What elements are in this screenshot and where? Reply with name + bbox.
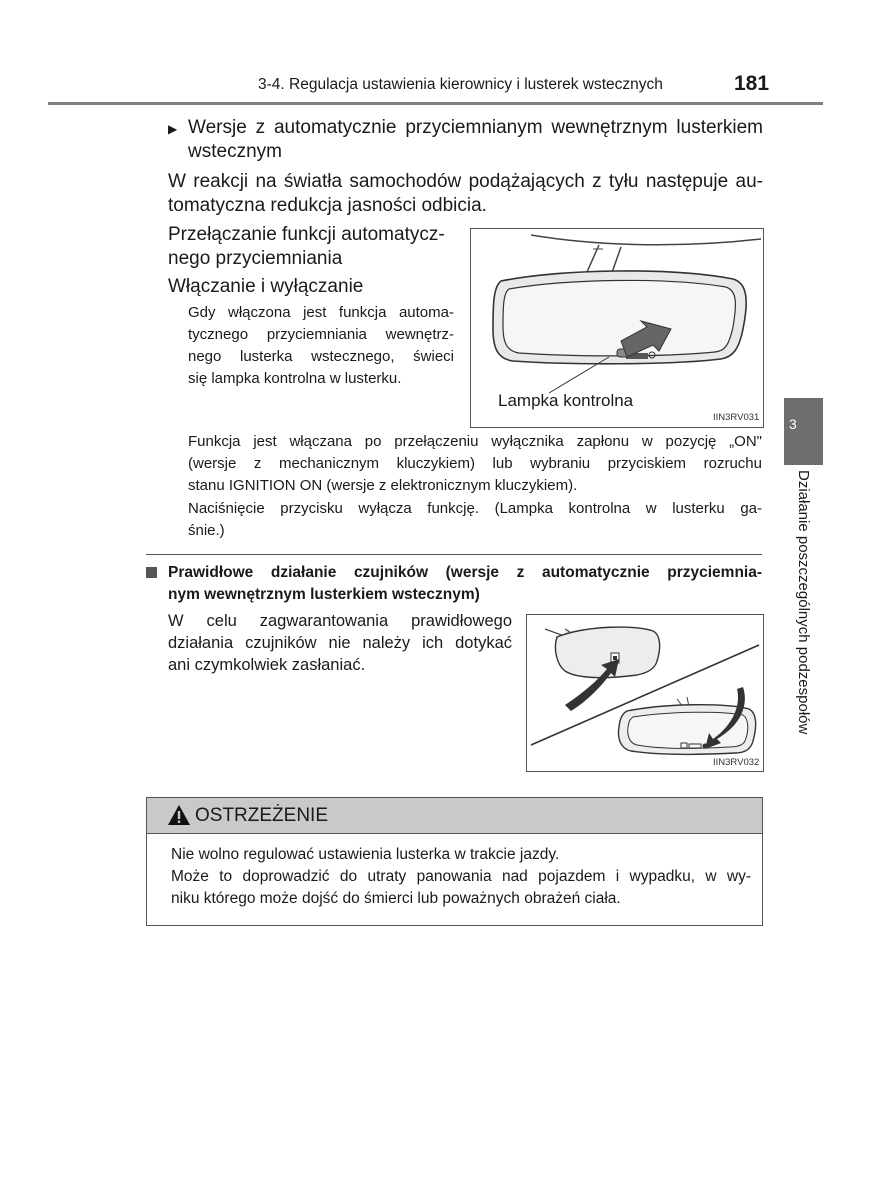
warning-triangle-icon	[167, 803, 191, 827]
sensor-location-illustration	[527, 615, 763, 771]
switch-title	[168, 223, 458, 271]
ignition-line: stanu IGNITION ON (wersje z elektronicznym kluczykiem).	[188, 477, 578, 494]
mirror-figure-2	[526, 614, 764, 772]
on-off-line: Gdy włączona jest funkcja automa-	[188, 304, 454, 321]
on-off-title: Włączanie i wyłączanie	[168, 276, 364, 297]
section2-body-line: ani czymkolwiek zasłaniać.	[168, 656, 366, 674]
triangle-bullet-icon: ▶	[168, 122, 178, 136]
header-rule	[48, 102, 823, 105]
press-line: Naciśnięcie przycisku wyłącza funkcję. (Lampka kontrolna w lusterku ga-	[188, 500, 762, 517]
section1-intro	[168, 170, 763, 218]
section2-body	[168, 610, 512, 676]
warning-header	[147, 798, 762, 834]
ignition-line: Funkcja jest włączana po przełączeniu wyłącznika zapłonu w pozycję „ON"	[188, 433, 762, 450]
on-off-line: się lampka kontrolna w lusterku.	[188, 370, 402, 387]
ignition-line: (wersje z mechanicznym kluczykiem) lub wybraniu przyciskiem rozruchu	[188, 455, 762, 472]
warning-line: niku którego może dojść do śmierci lub poważnych obrażeń ciała.	[171, 890, 621, 907]
chapter-tab	[784, 398, 823, 465]
press-paragraph	[188, 498, 762, 542]
warning-line: Może to doprowadzić do utraty panowania nad pojazdem i wypadku, w wy-	[171, 868, 751, 885]
figure-code-2: IIN3RV032	[713, 757, 760, 768]
on-off-line: tycznego przyciemniania wewnętrz-	[188, 326, 454, 343]
square-bullet-icon	[146, 567, 157, 578]
on-off-line: nego lusterka wstecznego, świeci	[188, 348, 454, 365]
running-header: 3-4. Regulacja ustawienia kierownicy i lusterek wstecznych	[258, 76, 663, 93]
page-number: 181	[734, 72, 770, 95]
mirror-figure-1	[470, 228, 764, 428]
switch-title-line2: nego przyciemniania	[168, 248, 343, 269]
section2-body-line: działania czujników nie należy ich dotykać	[168, 634, 512, 652]
warning-body	[171, 844, 751, 910]
on-off-text	[188, 302, 454, 390]
warning-line: Nie wolno regulować ustawienia lusterka w trakcie jazdy.	[171, 846, 560, 863]
chapter-title: Działanie poszczególnych podzespołów	[795, 470, 812, 735]
switch-title-line1: Przełączanie funkcji automatycz-	[168, 224, 445, 245]
section2-heading-line2: nym wewnętrznym lusterkiem wstecznym)	[168, 586, 480, 603]
figure-code-1: IIN3RV031	[713, 412, 760, 423]
warning-box	[146, 797, 763, 926]
section-divider	[146, 554, 762, 555]
figure-label-indicator: Lampka kontrolna	[498, 391, 634, 410]
section1-heading-line1: Wersje z automatycznie przyciemnianym wewnętrznym lusterkiem	[188, 117, 763, 138]
section1-heading-line2: wstecznym	[188, 141, 282, 162]
section2-body-line: W celu zagwarantowania prawidłowego	[168, 612, 512, 630]
section1-intro-line1: W reakcji na światła samochodów podążających z tyłu następuje au-	[168, 171, 763, 192]
section2-heading-line1: Prawidłowe działanie czujników (wersje z automatycznie przyciemnia-	[168, 564, 762, 581]
press-line: śnie.)	[188, 522, 225, 539]
ignition-paragraph	[188, 431, 762, 497]
section1-intro-line2: tomatyczna redukcja jasności odbicia.	[168, 195, 487, 216]
warning-title: OSTRZEŻENIE	[195, 805, 329, 826]
chapter-number: 3	[789, 416, 797, 432]
section2-heading	[168, 562, 762, 606]
section1-heading	[188, 116, 763, 164]
